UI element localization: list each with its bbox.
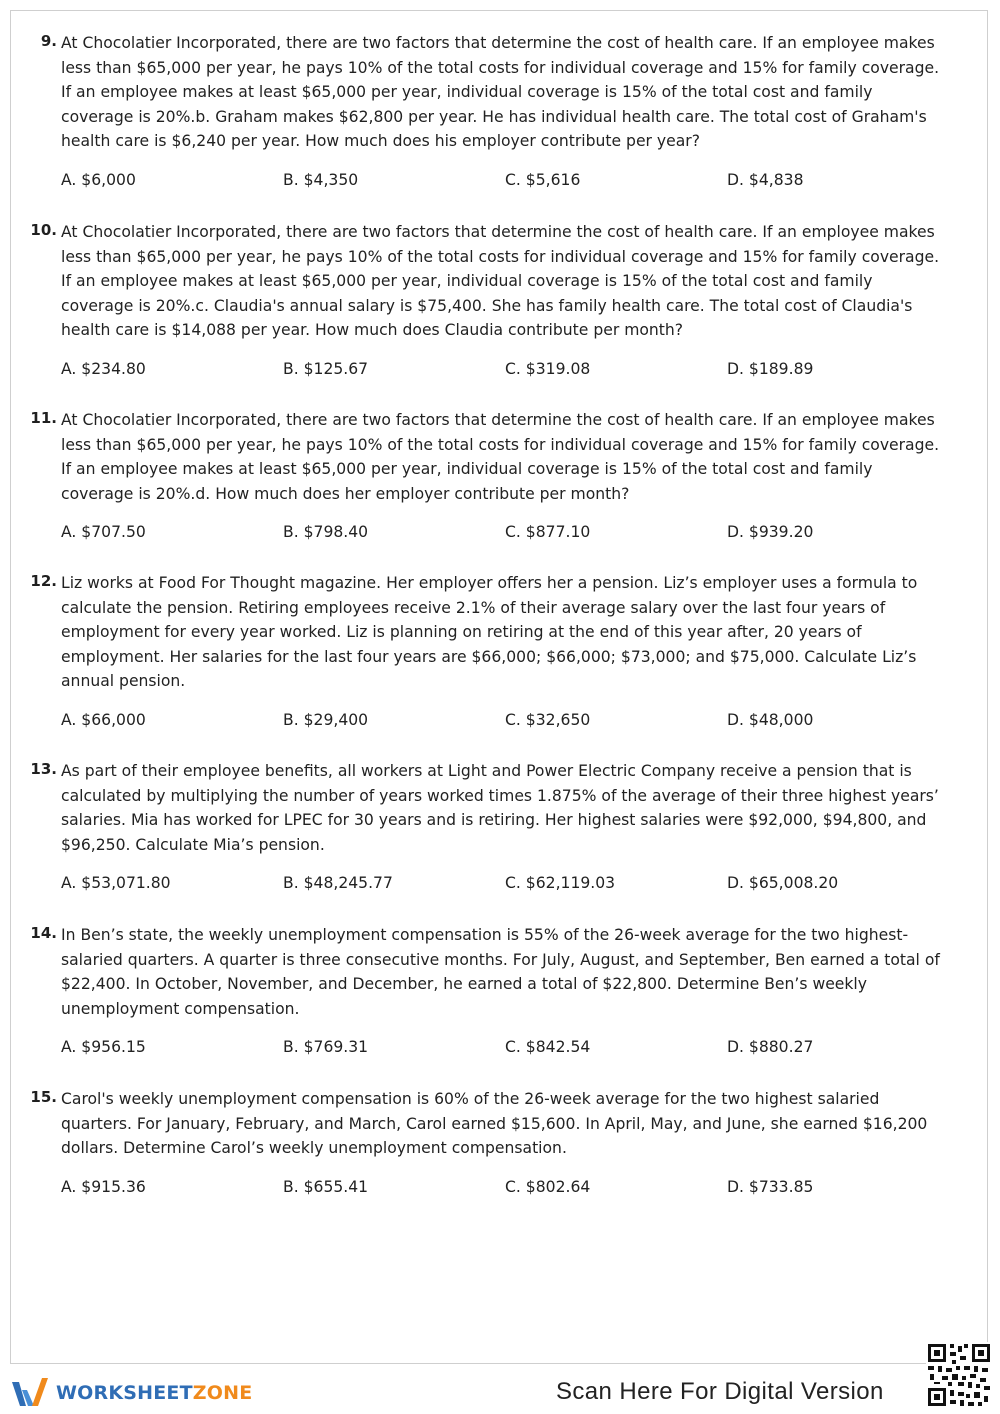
- option-a[interactable]: A. $234.80: [61, 359, 146, 378]
- question-text: In Ben’s state, the weekly unemployment compensation is 55% of the 26-week average for the two highest-salaried quarters. A quarter is three consecutive months. For July, August, and September, Ben earned a total of $22,400. In October, November, and December, he earned a total of $22,800. Determine Ben’s weekly unemployment compensation.: [61, 926, 940, 1018]
- question-text: At Chocolatier Incorporated, there are two factors that determine the cost of health care. If an employee makes less than $65,000 per year, he pays 10% of the total costs for individual coverage and 15% for family coverage. If an employee makes at least $65,000 per year, individual coverage is 15% of the total cost and family coverage is 20%.b. Graham makes $62,800 per year. He has individual health care. The total cost of Graham's health care is $6,240 per year. How much does his employer contribute per year?: [61, 34, 940, 150]
- logo-text: WORKSHEETZONE: [56, 1382, 253, 1404]
- question-11: [27, 408, 947, 544]
- answer-options: [61, 871, 947, 895]
- option-b[interactable]: B. $655.41: [283, 1177, 369, 1196]
- option-c[interactable]: C. $319.08: [505, 359, 591, 378]
- option-c[interactable]: C. $802.64: [505, 1177, 591, 1196]
- answer-options: [61, 357, 947, 381]
- question-number: 12.: [30, 572, 57, 590]
- answer-options: [61, 520, 947, 544]
- question-text: As part of their employee benefits, all workers at Light and Power Electric Company receive a pension that is calculated by multiplying the number of years worked times 1.875% of the average of their three highest years’ salaries. Mia has worked for LPEC for 30 years and is retiring. Her highest salaries were $92,000, $94,800, and $96,250. Calculate Mia’s pension.: [61, 762, 939, 854]
- option-c[interactable]: C. $842.54: [505, 1038, 591, 1056]
- question-number: 9.: [40, 32, 57, 50]
- option-b[interactable]: B. $769.31: [283, 1038, 369, 1056]
- option-c[interactable]: C. $32,650: [505, 710, 591, 729]
- question-12: [27, 571, 947, 732]
- option-d[interactable]: D. $733.85: [727, 1177, 814, 1196]
- answer-options: [61, 1035, 947, 1059]
- answer-options: [61, 1175, 947, 1199]
- option-d[interactable]: D. $939.20: [727, 523, 814, 541]
- question-9: [27, 31, 947, 192]
- option-c[interactable]: C. $877.10: [505, 523, 591, 541]
- option-a[interactable]: A. $66,000: [61, 710, 146, 729]
- option-d[interactable]: D. $65,008.20: [727, 874, 839, 892]
- question-number: 11.: [30, 409, 57, 427]
- question-text: Liz works at Food For Thought magazine. Her employer offers her a pension. Liz’s employer uses a formula to calculate the pension. Retiring employees receive 2.1% of their average salary over the last four years of employment for every year worked. Liz is planning on retiring at the end of this year after, 20 years of employment. Her salaries for the last four years are $66,000; $66,000; $73,000; and $75,000. Calculate Liz’s annual pension.: [61, 574, 918, 690]
- option-a[interactable]: A. $53,071.80: [61, 874, 171, 892]
- option-d[interactable]: D. $880.27: [727, 1038, 814, 1056]
- option-a[interactable]: A. $956.15: [61, 1038, 146, 1056]
- question-13: [27, 759, 947, 895]
- option-c[interactable]: C. $5,616: [505, 170, 581, 189]
- worksheet-page: [10, 10, 988, 1364]
- option-a[interactable]: A. $915.36: [61, 1177, 146, 1196]
- question-text: At Chocolatier Incorporated, there are two factors that determine the cost of health care. If an employee makes less than $65,000 per year, he pays 10% of the total costs for individual coverage and 15% for family coverage. If an employee makes at least $65,000 per year, individual coverage is 15% of the total cost and family coverage is 20%.c. Claudia's annual salary is $75,400. She has family health care. The total cost of Claudia's health care is $14,088 per year. How much does Claudia contribute per month?: [61, 223, 940, 339]
- answer-options: [61, 168, 947, 192]
- option-b[interactable]: B. $48,245.77: [283, 874, 393, 892]
- worksheetzone-logo[interactable]: [10, 1376, 252, 1410]
- option-c[interactable]: C. $62,119.03: [505, 874, 616, 892]
- option-a[interactable]: A. $707.50: [61, 523, 146, 541]
- answer-options: [61, 708, 947, 732]
- question-number: 15.: [30, 1088, 57, 1106]
- option-b[interactable]: B. $125.67: [283, 359, 369, 378]
- option-b[interactable]: B. $798.40: [283, 523, 369, 541]
- qr-code-icon[interactable]: [926, 1342, 992, 1408]
- option-d[interactable]: D. $4,838: [727, 170, 804, 189]
- option-b[interactable]: B. $29,400: [283, 710, 369, 729]
- question-text: At Chocolatier Incorporated, there are two factors that determine the cost of health care. If an employee makes less than $65,000 per year, he pays 10% of the total costs for individual coverage and 15% for family coverage. If an employee makes at least $65,000 per year, individual coverage is 15% of the total cost and family coverage is 20%.d. How much does her employer contribute per month?: [61, 411, 940, 503]
- question-14: [27, 923, 947, 1059]
- scan-caption: Scan Here For Digital Version: [556, 1378, 884, 1405]
- option-d[interactable]: D. $189.89: [727, 359, 814, 378]
- question-15: [27, 1087, 947, 1199]
- question-number: 10.: [30, 221, 57, 239]
- logo-w-icon: [10, 1376, 52, 1410]
- option-a[interactable]: A. $6,000: [61, 170, 136, 189]
- question-text: Carol's weekly unemployment compensation is 60% of the 26-week average for the two highest salaried quarters. For January, February, and March, Carol earned $15,600. In April, May, and June, she earned $16,200 dollars. Determine Carol’s weekly unemployment compensation.: [61, 1090, 928, 1157]
- option-b[interactable]: B. $4,350: [283, 170, 359, 189]
- question-number: 14.: [30, 924, 57, 942]
- question-10: [27, 220, 947, 381]
- question-number: 13.: [30, 760, 57, 778]
- option-d[interactable]: D. $48,000: [727, 710, 814, 729]
